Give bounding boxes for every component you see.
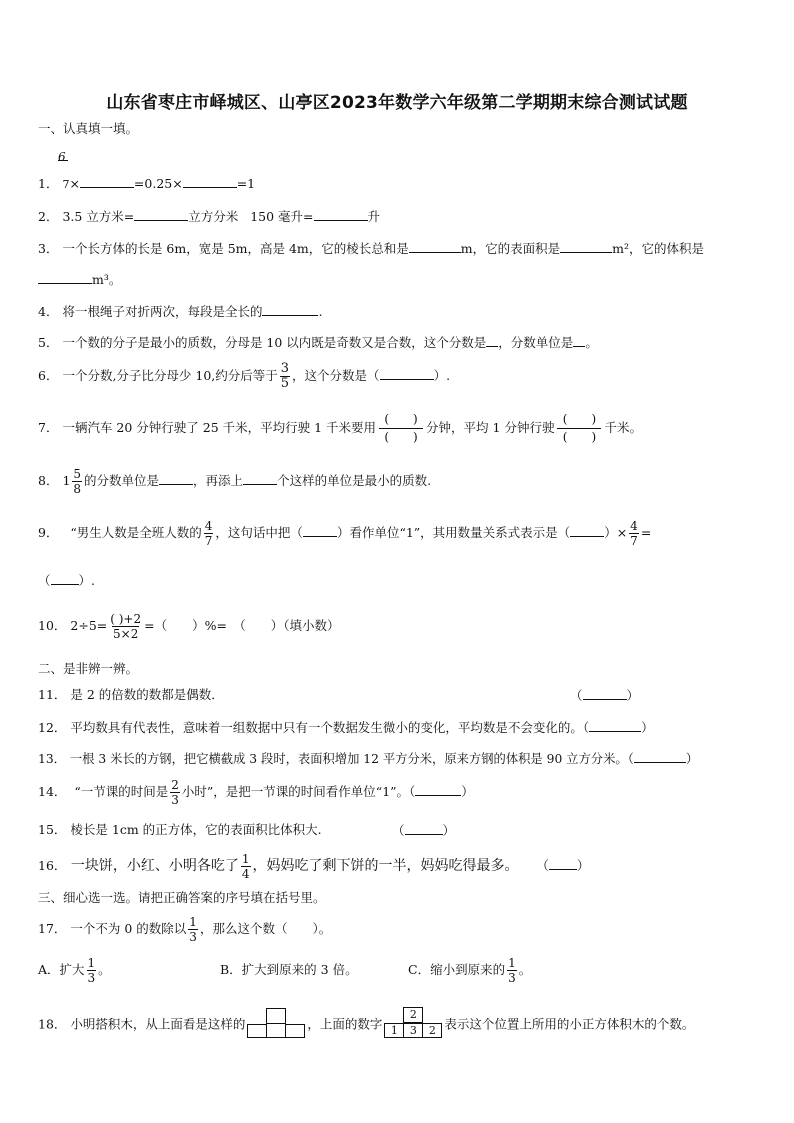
q4-number: 4． [38,304,59,319]
q9-text-c: ）看作单位“1”，其用数量关系式表示是（ [336,525,571,540]
q6-blank[interactable] [380,366,434,380]
question-8 [38,466,431,496]
q11-text-a: 是 2 的倍数的数都是偶数． [70,687,224,702]
q6-text-c: ）. [433,368,451,383]
question-1-body [38,174,255,194]
q17-number: 17． [38,921,67,936]
q13-text-a: 一根 3 米长的方钢，把它横截成 3 段时，表面积增加 12 平方分米，原来方钢的体积是 90 立方分米。（ [69,752,634,766]
q2-number: 2． [38,209,59,224]
q15-text-a: 棱长是 1cm 的正方体，它的表面积比体积大. [70,822,322,837]
q12-text-a: 平均数具有代表性，意味着一组数据中只有一个数据发生微小的变化，平均数是不会变化的。（ [70,720,590,735]
q16-number: 16． [38,858,67,873]
q1-number: 1． [38,176,59,191]
q5-blank-1[interactable] [486,333,498,347]
q9-blank-3[interactable] [51,571,79,585]
q8-number: 8． [38,473,59,488]
q16-text-b: ，妈妈吃了剩下饼的一半，妈妈吃得最多。 [252,858,519,874]
q5-text-c: 。 [585,335,598,350]
q5-text-b: ，分数单位是 [498,335,574,350]
q1-frac-den: 7 [62,178,70,191]
q15-answer[interactable]: （ ） [392,823,456,838]
q10-text-b: =（ ）%= （ ）（填小数） [144,618,340,633]
q9-fraction-2: $\frac{4}{7}$ [630,519,638,548]
q9-number: 9． [38,525,59,540]
q1-blank-2[interactable] [183,174,237,188]
question-5 [38,333,598,352]
q18-number-grid: 2 1 3 2 [384,1014,442,1036]
q13-blank[interactable] [634,749,686,763]
q17-option-b[interactable]: B．扩大到原来的 3 倍。 [220,962,358,977]
q17-option-c[interactable]: C．缩小到原来的 $\frac{1}{3}$ 。 [408,956,532,985]
q9-text-f: （ [38,573,51,588]
question-3-cont [38,270,121,289]
q16-fraction: $\frac{1}{4}$ [241,851,250,881]
q13-number: 13． [38,752,66,766]
q8-fraction: $\frac{5}{8}$ [73,467,82,496]
q9-text-d: ）× [604,525,628,540]
q8-blank-2[interactable] [243,471,277,485]
q1-frac-bar [58,160,68,161]
q9-text-a: “男生人数是全班人数的 [70,525,202,540]
q17-option-a[interactable]: A．扩大 $\frac{1}{3}$ 。 [38,956,111,985]
q3-text-d: m³。 [92,272,122,287]
q8-text-c: 个这样的单位是最小的质数. [277,473,432,488]
q15-number: 15． [38,822,67,837]
question-7 [38,406,642,450]
question-4 [38,302,322,321]
q9-blank-1[interactable] [303,523,337,537]
q11-answer[interactable]: （ ） [570,688,640,703]
q10-number: 10． [38,618,67,633]
q7-text-b: 分钟，平均 1 分钟行驶 [426,420,555,435]
q8-blank-1[interactable] [159,471,193,485]
q18-top-view-grid [247,1014,305,1036]
q9-blank-2[interactable] [570,523,604,537]
q17-text-a: 一个不为 0 的数除以 [70,921,187,936]
question-13 [38,749,698,768]
q1-text-c: =1 [236,176,256,191]
q4-text-b: . [318,304,323,319]
q16-text-a: 一块饼，小红、小明各吃了 [70,858,239,874]
q11-number: 11． [38,687,67,702]
q13-text-b: ） [685,752,699,766]
question-16: 16． 一块饼，小红、小明各吃了 $\frac{1}{4}$ ，妈妈吃了剩下饼的一半，妈妈吃得最多。 （ ） [38,851,590,881]
q9-text-g: ）. [78,573,95,588]
q9-text-b: ，这句话中把（ [215,525,303,540]
q11-blank[interactable] [583,686,627,700]
q14-text-c: ） [461,784,474,799]
q17-optA-fraction: $\frac{1}{3}$ [87,956,96,985]
q2-text-b: 立方分米 [188,209,239,224]
q16-blank[interactable] [549,856,577,870]
q4-text-a: 将一根绳子对折两次，每段是全长的 [62,304,263,319]
q3-blank-1[interactable] [409,239,461,253]
question-14 [38,777,474,807]
q8-text-b: ，再添上 [193,473,244,488]
q17-optC-fraction: $\frac{1}{3}$ [508,956,516,985]
q12-number: 12． [38,720,67,735]
question-3 [38,239,704,258]
q14-number: 14． [38,784,67,799]
q3-text-c: m²，它的体积是 [612,241,705,256]
q3-number: 3． [38,241,59,256]
q6-fraction: $\frac{3}{5}$ [280,361,290,391]
q6-text-a: 一个分数,分子比分母少 10,约分后等于 [62,368,278,383]
q2-blank-1[interactable] [134,207,188,221]
q7-text-c: 千米。 [604,420,642,435]
question-17 [38,914,331,944]
question-11 [38,686,224,704]
q14-blank[interactable] [415,782,461,796]
q3-blank-3[interactable] [38,270,92,284]
q4-blank[interactable] [262,302,318,316]
q2-blank-2[interactable] [314,207,368,221]
q8-whole: 1 [62,473,71,488]
q18-number: 18． [38,1016,67,1032]
question-9-cont [38,571,95,590]
q12-blank[interactable] [589,718,641,732]
q15-blank[interactable] [405,821,443,835]
q6-text-b: ，这个分数是（ [292,368,380,383]
question-9 [38,518,651,548]
question-12 [38,718,654,737]
q17-text-b: ，那么这个数（ ）。 [199,921,332,936]
q1-text-a: × [69,176,80,191]
q10-fraction[interactable]: $\frac{( )+2}{5\times 2}$ [110,612,142,641]
q18-text-a: 小明搭积木，从上面看是这样的 [70,1016,246,1032]
question-18 [38,1008,695,1037]
q3-blank-2[interactable] [560,239,612,253]
q1-blank-1[interactable] [80,174,134,188]
q5-number: 5． [38,335,59,350]
section-1-heading: 一、认真填一填。 [38,121,139,136]
q8-text-a: 的分数单位是 [84,473,160,488]
q14-fraction: $\frac{2}{3}$ [171,778,179,807]
q14-text-a: “一节课的时间是 [74,784,169,799]
q7-paren-fraction-2[interactable]: $\frac{( )}{( )}$ [557,411,601,446]
q2-text-d: 升 [367,209,381,224]
q7-paren-fraction-1[interactable]: $\frac{( )}{( )}$ [379,411,423,446]
section-3-heading: 三、细心选一选。请把正确答案的序号填在括号里。 [38,890,326,905]
question-15 [38,821,322,839]
q2-text-c: 150 毫升= [250,209,314,224]
q9-text-e: = [640,525,652,540]
q14-text-b: 小时”，是把一节课的时间看作单位“1”。（ [181,784,416,799]
q3-text-b: m，它的表面积是 [460,241,561,256]
q12-text-b: ） [641,720,654,735]
q17-fraction: $\frac{1}{3}$ [189,915,197,944]
question-10 [38,611,339,641]
q7-number: 7． [38,420,59,435]
q1-text-b: =0.25× [133,176,183,191]
q5-blank-2[interactable] [573,333,585,347]
question-6 [38,361,450,391]
q2-text-a: 3.5 立方米= [62,209,135,224]
q18-text-b: ，上面的数字 [307,1016,383,1032]
q5-text-a: 一个数的分子是最小的质数，分母是 10 以内既是奇数又是合数，这个分数是 [62,335,487,350]
q7-text-a: 一辆汽车 20 分钟行驶了 25 千米，平均行驶 1 千米要用 [62,420,377,435]
q10-text-a: 2÷5= [70,618,108,633]
page-title: 山东省枣庄市峄城区、山亭区2023年数学六年级第二学期期末综合测试试题 [106,93,688,113]
question-2 [38,207,380,226]
section-2-heading: 二、是非辨一辨。 [38,661,139,676]
q3-text-a: 一个长方体的长是 6m，宽是 5m，高是 4m，它的棱长总和是 [62,241,409,256]
q1-frac-num: 6 [58,150,66,164]
q18-text-c: 表示这个位置上所用的小正方体积木的个数。 [444,1016,695,1032]
q6-number: 6． [38,368,59,383]
q9-fraction-1: $\frac{4}{7}$ [204,519,213,548]
